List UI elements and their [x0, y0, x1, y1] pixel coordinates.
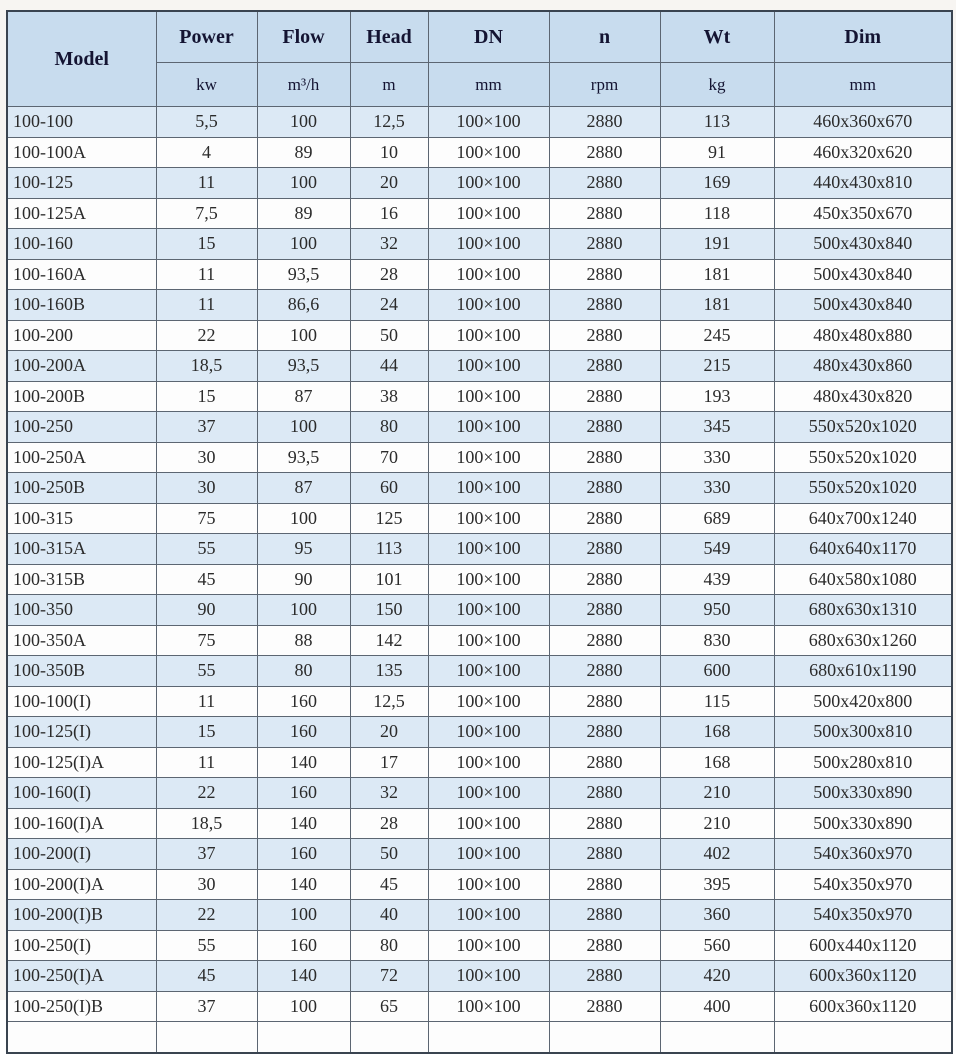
cell-empty	[7, 1022, 156, 1053]
cell-n: 2880	[549, 198, 660, 229]
cell-model: 100-315B	[7, 564, 156, 595]
cell-power: 15	[156, 381, 257, 412]
col-header-flow: Flow	[257, 11, 350, 63]
table-row	[7, 686, 952, 717]
cell-dn: 100×100	[428, 778, 549, 809]
cell-power: 37	[156, 839, 257, 870]
unit-head: m	[350, 63, 428, 107]
cell-power: 4	[156, 137, 257, 168]
cell-dim: 500x300x810	[774, 717, 952, 748]
cell-n: 2880	[549, 412, 660, 443]
cell-model: 100-160(I)A	[7, 808, 156, 839]
pump-spec-table	[6, 10, 953, 1054]
cell-head: 113	[350, 534, 428, 565]
unit-n: rpm	[549, 63, 660, 107]
table-row	[7, 961, 952, 992]
cell-dim: 550x520x1020	[774, 412, 952, 443]
cell-head: 72	[350, 961, 428, 992]
cell-wt: 118	[660, 198, 774, 229]
cell-model: 100-250B	[7, 473, 156, 504]
cell-power: 11	[156, 290, 257, 321]
cell-wt: 215	[660, 351, 774, 382]
cell-power: 30	[156, 442, 257, 473]
cell-dim: 680x610x1190	[774, 656, 952, 687]
cell-dn: 100×100	[428, 625, 549, 656]
cell-model: 100-250A	[7, 442, 156, 473]
cell-wt: 395	[660, 869, 774, 900]
cell-wt: 439	[660, 564, 774, 595]
cell-flow: 100	[257, 107, 350, 138]
cell-dn: 100×100	[428, 991, 549, 1022]
cell-head: 12,5	[350, 107, 428, 138]
cell-wt: 950	[660, 595, 774, 626]
cell-dn: 100×100	[428, 686, 549, 717]
cell-dn: 100×100	[428, 442, 549, 473]
unit-dn: mm	[428, 63, 549, 107]
cell-dn: 100×100	[428, 839, 549, 870]
cell-dn: 100×100	[428, 107, 549, 138]
cell-head: 142	[350, 625, 428, 656]
table-body	[7, 107, 952, 1053]
table-row	[7, 503, 952, 534]
cell-flow: 100	[257, 412, 350, 443]
cell-head: 17	[350, 747, 428, 778]
cell-dim: 640x700x1240	[774, 503, 952, 534]
table-row	[7, 930, 952, 961]
cell-model: 100-250	[7, 412, 156, 443]
col-header-dim: Dim	[774, 11, 952, 63]
cell-dim: 540x350x970	[774, 900, 952, 931]
cell-wt: 549	[660, 534, 774, 565]
cell-n: 2880	[549, 168, 660, 199]
col-header-head: Head	[350, 11, 428, 63]
cell-n: 2880	[549, 625, 660, 656]
cell-n: 2880	[549, 961, 660, 992]
cell-model: 100-350A	[7, 625, 156, 656]
table-row	[7, 229, 952, 260]
cell-flow: 100	[257, 595, 350, 626]
cell-power: 7,5	[156, 198, 257, 229]
cell-n: 2880	[549, 839, 660, 870]
cell-dn: 100×100	[428, 534, 549, 565]
cell-head: 45	[350, 869, 428, 900]
cell-head: 101	[350, 564, 428, 595]
cell-empty	[350, 1022, 428, 1053]
cell-wt: 600	[660, 656, 774, 687]
cell-n: 2880	[549, 473, 660, 504]
cell-n: 2880	[549, 595, 660, 626]
cell-flow: 160	[257, 778, 350, 809]
unit-dim: mm	[774, 63, 952, 107]
header-row-titles	[7, 11, 952, 63]
cell-wt: 689	[660, 503, 774, 534]
cell-dim: 540x360x970	[774, 839, 952, 870]
table-row	[7, 320, 952, 351]
cell-flow: 160	[257, 686, 350, 717]
cell-n: 2880	[549, 778, 660, 809]
cell-dim: 480x430x820	[774, 381, 952, 412]
cell-wt: 168	[660, 717, 774, 748]
cell-dn: 100×100	[428, 290, 549, 321]
cell-wt: 181	[660, 259, 774, 290]
cell-flow: 86,6	[257, 290, 350, 321]
cell-model: 100-160A	[7, 259, 156, 290]
cell-power: 55	[156, 534, 257, 565]
cell-wt: 245	[660, 320, 774, 351]
cell-model: 100-200(I)A	[7, 869, 156, 900]
table-row	[7, 381, 952, 412]
cell-model: 100-125(I)A	[7, 747, 156, 778]
cell-flow: 89	[257, 198, 350, 229]
table-row	[7, 900, 952, 931]
cell-power: 11	[156, 168, 257, 199]
cell-head: 44	[350, 351, 428, 382]
cell-power: 45	[156, 961, 257, 992]
table-row	[7, 168, 952, 199]
cell-wt: 168	[660, 747, 774, 778]
cell-dim: 500x330x890	[774, 808, 952, 839]
unit-flow: m³/h	[257, 63, 350, 107]
cell-flow: 160	[257, 930, 350, 961]
cell-dn: 100×100	[428, 503, 549, 534]
cell-n: 2880	[549, 503, 660, 534]
cell-model: 100-125A	[7, 198, 156, 229]
cell-flow: 80	[257, 656, 350, 687]
table-row	[7, 137, 952, 168]
cell-model: 100-250(I)B	[7, 991, 156, 1022]
cell-dim: 480x430x860	[774, 351, 952, 382]
cell-power: 30	[156, 869, 257, 900]
cell-flow: 90	[257, 564, 350, 595]
cell-n: 2880	[549, 107, 660, 138]
cell-flow: 100	[257, 229, 350, 260]
cell-head: 65	[350, 991, 428, 1022]
table-row	[7, 412, 952, 443]
cell-dim: 600x440x1120	[774, 930, 952, 961]
cell-n: 2880	[549, 930, 660, 961]
table-header	[7, 11, 952, 107]
cell-flow: 160	[257, 839, 350, 870]
cell-dim: 460x360x670	[774, 107, 952, 138]
cell-wt: 193	[660, 381, 774, 412]
cell-n: 2880	[549, 229, 660, 260]
cell-power: 55	[156, 930, 257, 961]
cell-empty	[257, 1022, 350, 1053]
cell-model: 100-100	[7, 107, 156, 138]
cell-dim: 500x330x890	[774, 778, 952, 809]
cell-dn: 100×100	[428, 869, 549, 900]
cell-power: 11	[156, 686, 257, 717]
table-row	[7, 442, 952, 473]
cell-flow: 100	[257, 503, 350, 534]
cell-head: 70	[350, 442, 428, 473]
cell-dim: 500x420x800	[774, 686, 952, 717]
cell-model: 100-200B	[7, 381, 156, 412]
cell-wt: 400	[660, 991, 774, 1022]
cell-dim: 640x580x1080	[774, 564, 952, 595]
cell-dim: 680x630x1260	[774, 625, 952, 656]
cell-n: 2880	[549, 656, 660, 687]
cell-flow: 87	[257, 381, 350, 412]
table-row	[7, 473, 952, 504]
cell-dim: 540x350x970	[774, 869, 952, 900]
cell-wt: 181	[660, 290, 774, 321]
cell-power: 45	[156, 564, 257, 595]
cell-n: 2880	[549, 717, 660, 748]
table-row	[7, 198, 952, 229]
cell-dim: 550x520x1020	[774, 473, 952, 504]
cell-head: 50	[350, 839, 428, 870]
cell-power: 22	[156, 900, 257, 931]
cell-model: 100-250(I)	[7, 930, 156, 961]
cell-wt: 169	[660, 168, 774, 199]
table-row	[7, 259, 952, 290]
cell-power: 22	[156, 320, 257, 351]
cell-power: 11	[156, 259, 257, 290]
table-row	[7, 625, 952, 656]
cell-head: 80	[350, 412, 428, 443]
cell-wt: 330	[660, 473, 774, 504]
cell-head: 150	[350, 595, 428, 626]
cell-head: 32	[350, 778, 428, 809]
cell-flow: 89	[257, 137, 350, 168]
cell-model: 100-160(I)	[7, 778, 156, 809]
table-row	[7, 717, 952, 748]
cell-flow: 100	[257, 991, 350, 1022]
cell-wt: 91	[660, 137, 774, 168]
cell-head: 24	[350, 290, 428, 321]
cell-model: 100-200	[7, 320, 156, 351]
cell-wt: 210	[660, 808, 774, 839]
cell-head: 20	[350, 168, 428, 199]
cell-dim: 500x430x840	[774, 259, 952, 290]
cell-power: 90	[156, 595, 257, 626]
cell-flow: 100	[257, 320, 350, 351]
cell-flow: 160	[257, 717, 350, 748]
col-header-n: n	[549, 11, 660, 63]
cell-dn: 100×100	[428, 900, 549, 931]
cell-dn: 100×100	[428, 961, 549, 992]
cell-model: 100-350	[7, 595, 156, 626]
cell-head: 28	[350, 259, 428, 290]
cell-empty	[774, 1022, 952, 1053]
cell-model: 100-350B	[7, 656, 156, 687]
cell-dn: 100×100	[428, 808, 549, 839]
cell-flow: 93,5	[257, 442, 350, 473]
cell-dim: 550x520x1020	[774, 442, 952, 473]
cell-n: 2880	[549, 808, 660, 839]
cell-n: 2880	[549, 869, 660, 900]
cell-n: 2880	[549, 351, 660, 382]
cell-dim: 600x360x1120	[774, 991, 952, 1022]
cell-flow: 100	[257, 168, 350, 199]
table-row	[7, 351, 952, 382]
cell-model: 100-125(I)	[7, 717, 156, 748]
cell-flow: 140	[257, 869, 350, 900]
cell-dn: 100×100	[428, 564, 549, 595]
cell-n: 2880	[549, 381, 660, 412]
cell-flow: 100	[257, 900, 350, 931]
cell-dn: 100×100	[428, 412, 549, 443]
cell-wt: 210	[660, 778, 774, 809]
unit-power: kw	[156, 63, 257, 107]
table-row	[7, 869, 952, 900]
cell-model: 100-160	[7, 229, 156, 260]
cell-wt: 115	[660, 686, 774, 717]
cell-power: 18,5	[156, 351, 257, 382]
cell-head: 20	[350, 717, 428, 748]
cell-empty	[549, 1022, 660, 1053]
cell-wt: 113	[660, 107, 774, 138]
cell-n: 2880	[549, 259, 660, 290]
table-row	[7, 656, 952, 687]
cell-power: 37	[156, 991, 257, 1022]
cell-n: 2880	[549, 991, 660, 1022]
table-row	[7, 534, 952, 565]
cell-dn: 100×100	[428, 168, 549, 199]
cell-dim: 460x320x620	[774, 137, 952, 168]
cell-model: 100-200(I)B	[7, 900, 156, 931]
cell-head: 50	[350, 320, 428, 351]
cell-flow: 93,5	[257, 259, 350, 290]
cell-flow: 88	[257, 625, 350, 656]
cell-n: 2880	[549, 290, 660, 321]
cell-n: 2880	[549, 320, 660, 351]
cell-dim: 440x430x810	[774, 168, 952, 199]
cell-flow: 140	[257, 747, 350, 778]
cell-power: 55	[156, 656, 257, 687]
cell-dim: 450x350x670	[774, 198, 952, 229]
unit-wt: kg	[660, 63, 774, 107]
cell-wt: 402	[660, 839, 774, 870]
cell-power: 75	[156, 503, 257, 534]
cell-n: 2880	[549, 564, 660, 595]
cell-n: 2880	[549, 442, 660, 473]
cell-model: 100-160B	[7, 290, 156, 321]
cell-dim: 600x360x1120	[774, 961, 952, 992]
cell-dn: 100×100	[428, 229, 549, 260]
table-row-partial	[7, 1022, 952, 1053]
cell-dn: 100×100	[428, 198, 549, 229]
cell-dn: 100×100	[428, 320, 549, 351]
cell-power: 5,5	[156, 107, 257, 138]
cell-n: 2880	[549, 137, 660, 168]
cell-flow: 140	[257, 808, 350, 839]
cell-dim: 500x280x810	[774, 747, 952, 778]
cell-power: 15	[156, 229, 257, 260]
cell-n: 2880	[549, 747, 660, 778]
cell-n: 2880	[549, 686, 660, 717]
table-row	[7, 808, 952, 839]
cell-head: 80	[350, 930, 428, 961]
cell-dim: 640x640x1170	[774, 534, 952, 565]
cell-dim: 500x430x840	[774, 229, 952, 260]
cell-head: 38	[350, 381, 428, 412]
table-row	[7, 747, 952, 778]
cell-power: 30	[156, 473, 257, 504]
cell-power: 11	[156, 747, 257, 778]
cell-model: 100-315A	[7, 534, 156, 565]
cell-wt: 830	[660, 625, 774, 656]
cell-empty	[428, 1022, 549, 1053]
cell-model: 100-100(I)	[7, 686, 156, 717]
col-header-wt: Wt	[660, 11, 774, 63]
table-row	[7, 290, 952, 321]
cell-head: 16	[350, 198, 428, 229]
cell-power: 22	[156, 778, 257, 809]
cell-wt: 330	[660, 442, 774, 473]
cell-wt: 420	[660, 961, 774, 992]
cell-dim: 680x630x1310	[774, 595, 952, 626]
cell-dim: 500x430x840	[774, 290, 952, 321]
cell-model: 100-315	[7, 503, 156, 534]
table-row	[7, 107, 952, 138]
table-row	[7, 991, 952, 1022]
table-row	[7, 595, 952, 626]
cell-model: 100-200(I)	[7, 839, 156, 870]
cell-head: 12,5	[350, 686, 428, 717]
cell-empty	[156, 1022, 257, 1053]
cell-wt: 560	[660, 930, 774, 961]
cell-power: 15	[156, 717, 257, 748]
cell-dn: 100×100	[428, 717, 549, 748]
col-header-power: Power	[156, 11, 257, 63]
cell-dn: 100×100	[428, 137, 549, 168]
cell-dim: 480x480x880	[774, 320, 952, 351]
cell-dn: 100×100	[428, 747, 549, 778]
cell-flow: 93,5	[257, 351, 350, 382]
cell-head: 32	[350, 229, 428, 260]
cell-power: 37	[156, 412, 257, 443]
cell-dn: 100×100	[428, 351, 549, 382]
cell-head: 135	[350, 656, 428, 687]
cell-n: 2880	[549, 900, 660, 931]
cell-n: 2880	[549, 534, 660, 565]
cell-head: 60	[350, 473, 428, 504]
cell-dn: 100×100	[428, 595, 549, 626]
cell-dn: 100×100	[428, 930, 549, 961]
cell-head: 10	[350, 137, 428, 168]
cell-dn: 100×100	[428, 259, 549, 290]
table-row	[7, 839, 952, 870]
cell-flow: 95	[257, 534, 350, 565]
cell-flow: 140	[257, 961, 350, 992]
cell-empty	[660, 1022, 774, 1053]
cell-dn: 100×100	[428, 473, 549, 504]
cell-dn: 100×100	[428, 656, 549, 687]
table-row	[7, 564, 952, 595]
table-row	[7, 778, 952, 809]
cell-model: 100-200A	[7, 351, 156, 382]
cell-wt: 360	[660, 900, 774, 931]
col-header-model: Model	[7, 11, 156, 107]
cell-dn: 100×100	[428, 381, 549, 412]
cell-wt: 345	[660, 412, 774, 443]
cell-power: 18,5	[156, 808, 257, 839]
cell-head: 40	[350, 900, 428, 931]
cell-power: 75	[156, 625, 257, 656]
col-header-dn: DN	[428, 11, 549, 63]
cell-head: 125	[350, 503, 428, 534]
cell-head: 28	[350, 808, 428, 839]
cell-model: 100-100A	[7, 137, 156, 168]
cell-model: 100-125	[7, 168, 156, 199]
cell-flow: 87	[257, 473, 350, 504]
cell-wt: 191	[660, 229, 774, 260]
cell-model: 100-250(I)A	[7, 961, 156, 992]
